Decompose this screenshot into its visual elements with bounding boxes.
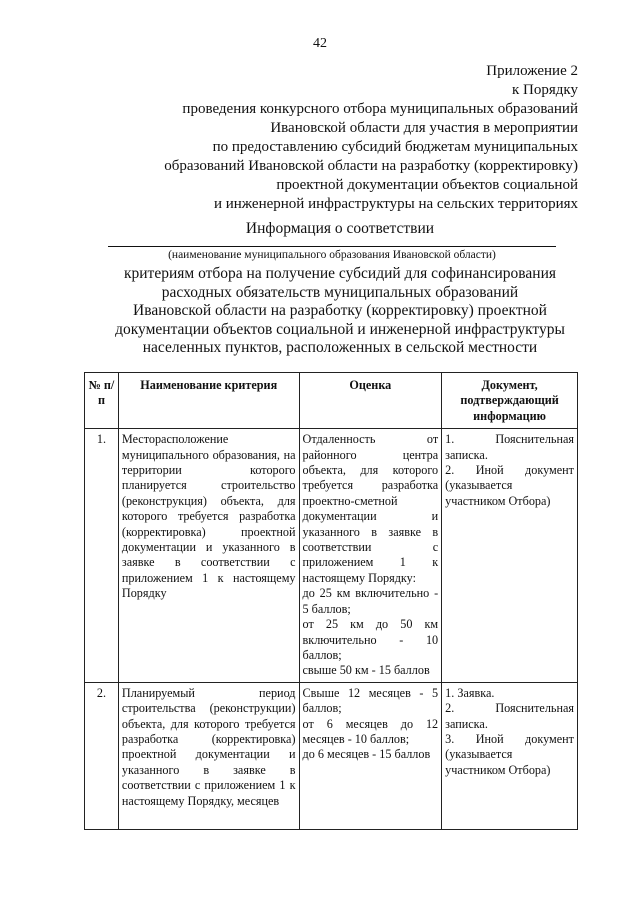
appendix-line: образований Ивановской области на разработку (корректировку)	[164, 158, 578, 174]
subtitle-line: Ивановской области на разработку (корректировку) проектной	[133, 302, 547, 319]
document-subtitle	[70, 265, 610, 358]
subtitle-line: населенных пунктов, расположенных в сельской местности	[142, 339, 538, 356]
appendix-line: Ивановской области для участия в мероприятии	[270, 120, 578, 136]
header-criterion: Наименование критерия	[118, 373, 299, 429]
subtitle-line: критериям отбора на получение субсидий для софинансирования	[123, 265, 557, 282]
document-line: 1. Пояснительная записка.	[445, 432, 574, 462]
row-number: 2.	[85, 682, 119, 829]
appendix-header	[98, 62, 578, 214]
score-line: до 25 км включительно - 5 баллов;	[302, 586, 439, 616]
table-row	[85, 682, 578, 829]
row-criterion: Планируемый период строительства (реконструкции) объекта, для которого требуется разработка (корректировка) проектной документации и указанного в заявке в соответствии с приложением 1 к настоящему Порядку, месяцев	[118, 682, 299, 829]
row-documents	[442, 429, 578, 683]
subtitle-line: документации объектов социальной и инженерной инфраструктуры	[115, 320, 565, 338]
score-line: Свыше 12 месяцев - 5 баллов;	[302, 685, 439, 716]
criteria-table	[84, 372, 578, 830]
score-line: Отдаленность от районного центра объекта, для которого требуется разработка проектно-сметной документации и указанного в заявке в соответствии с приложением 1 к настоящему Порядку:	[302, 432, 439, 585]
fill-in-line	[108, 246, 556, 247]
score-line: свыше 50 км - 15 баллов	[302, 663, 430, 678]
appendix-line: проведения конкурсного отбора муниципальных образований	[182, 101, 578, 117]
fill-in-caption: (наименование муниципального образования Ивановской области)	[168, 249, 496, 261]
row-documents	[442, 682, 578, 829]
row-criterion: Месторасположение муниципального образования, на территории которого планируется строительство (реконструкция) объекта, для которого требуется разработка (корректировка) проектной документации и указанного в заявке в соответствии с приложением 1 к настоящему Порядку	[118, 429, 299, 683]
document-line: 3. Иной документ (указывается участником Отбора)	[445, 731, 574, 777]
row-number: 1.	[85, 429, 119, 683]
page-number: 42	[313, 36, 327, 51]
table-header-row	[85, 373, 578, 429]
table-row	[85, 429, 578, 683]
score-line: от 6 месяцев до 12 месяцев - 10 баллов;	[302, 716, 439, 746]
appendix-line: и инженерной инфраструктуры на сельских территориях	[213, 196, 578, 212]
score-line: от 25 км до 50 км включительно - 10 баллов;	[302, 617, 439, 662]
score-line: до 6 месяцев - 15 баллов	[302, 747, 431, 762]
appendix-line: проектной документации объектов социальной	[276, 177, 578, 193]
row-score	[299, 682, 442, 829]
header-document: Документ, подтверждающий информацию	[442, 373, 578, 429]
document-line: 1. Заявка.	[445, 685, 495, 700]
header-number: № п/п	[85, 373, 119, 429]
row-score	[299, 429, 442, 683]
document-title: Информация о соответствии	[245, 220, 435, 237]
document-line: 2. Пояснительная записка.	[445, 701, 574, 731]
appendix-line: Приложение 2	[486, 63, 578, 79]
subtitle-line: расходных обязательств муниципальных образований	[161, 283, 519, 301]
document-line: 2. Иной документ (указывается участником Отбора)	[445, 463, 574, 508]
appendix-line: по предоставлению субсидий бюджетам муниципальных	[212, 139, 578, 155]
header-score: Оценка	[299, 373, 442, 429]
appendix-line: к Порядку	[512, 82, 578, 98]
